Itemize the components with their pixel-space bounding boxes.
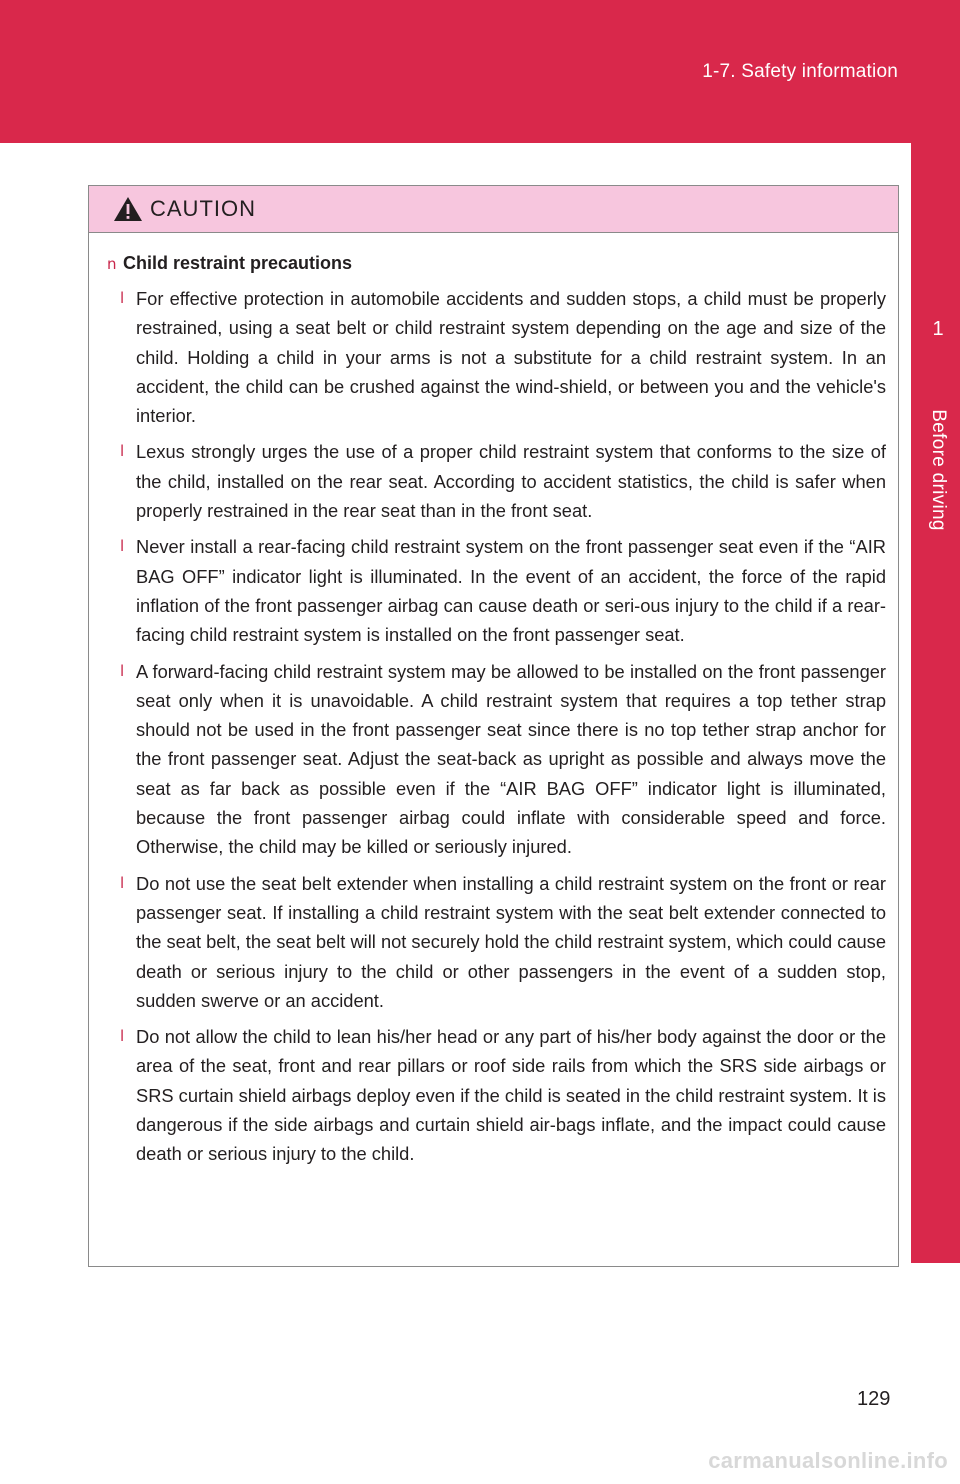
- list-item: [107, 869, 886, 1015]
- section-marker: n: [107, 255, 117, 273]
- page-number: 129: [857, 1388, 891, 1410]
- list-item-text: Lexus strongly urges the use of a proper child restraint system that conforms to the size of the child, installed on the rear seat. According to accident statistics, the child is safer when properly restrained in the rear seat than in the front seat.: [136, 441, 886, 522]
- bullet-marker: l: [120, 873, 125, 892]
- list-item-text: A forward-facing child restraint system may be allowed to be installed on the front passenger seat only when it is unavoidable. A child restraint system that requires a top tether strap should not be used in the front passenger seat since there is no top tether strap anchor for the front passenger seat. Adjust the seat-back as upright as possible and always move the seat as far back as possible even if the “AIR BAG OFF” indicator light is illuminated, because the front passenger airbag could inflate with considerable speed and force. Otherwise, the child may be killed or seriously injured.: [136, 660, 886, 858]
- caution-box: [88, 185, 899, 1267]
- watermark: carmanualsonline.info: [708, 1448, 948, 1473]
- list-item-text: Do not use the seat belt extender when installing a child restraint system on the front or rear passenger seat. If installing a child restraint system with the seat belt extender connected to the seat belt, the seat belt will not securely hold the child restraint system, which could cause death or serious injury to the child or other passengers in the event of a sudden stop, sudden swerve or an accident.: [136, 872, 886, 1011]
- chapter-number: 1: [932, 318, 944, 340]
- bullet-marker: l: [120, 537, 125, 556]
- bullet-marker: l: [120, 1027, 125, 1046]
- list-item: [107, 657, 886, 862]
- list-item-text: Never install a rear-facing child restraint system on the front passenger seat even if the “AIR BAG OFF” indicator light is illuminated. In the event of an accident, the force of the rapid inflation of the front passenger airbag can cause death or seri-ous injury to the child if a rear-facing child restraint system is installed on the front passenger seat.: [136, 536, 886, 646]
- precaution-list: [107, 284, 886, 1169]
- side-tab-red-bar: [912, 143, 960, 1263]
- list-item-text: For effective protection in automobile accidents and sudden stops, a child must be properly restrained, using a seat belt or child restraint system depending on the age and size of the child. Holding a child in your arms is not a substitute for a child restraint system. In an accident, the child can be crushed against the wind-shield, or between you and the vehicle's interior.: [136, 288, 886, 427]
- caution-header: [89, 186, 898, 233]
- warning-triangle-icon: [113, 196, 143, 222]
- bullet-marker: l: [120, 442, 125, 461]
- header-band: [0, 0, 960, 143]
- chapter-name: Before driving: [928, 409, 949, 531]
- section-heading-text: Child restraint precautions: [123, 253, 353, 273]
- section-heading: [107, 253, 886, 274]
- list-item-text: Do not allow the child to lean his/her head or any part of his/her body against the door or the area of the seat, front and rear pillars or roof side rails from which the SRS side airbags or SRS curtain shield airbags deploy even if the child is seated in the child restraint system. It is dangerous if the side airbags and curtain shield air-bags inflate, and the impact could cause death or serious injury to the child.: [136, 1026, 886, 1165]
- section-header-title: 1-7. Safety information: [702, 61, 898, 82]
- list-item: [107, 1022, 886, 1168]
- list-item: [107, 437, 886, 525]
- chapter-side-tab: [911, 143, 960, 1263]
- caution-body: [89, 233, 898, 1169]
- list-item: [107, 532, 886, 649]
- caution-label: CAUTION: [150, 196, 256, 221]
- bullet-marker: l: [120, 289, 125, 307]
- bullet-marker: l: [120, 661, 125, 680]
- list-item: [107, 284, 886, 430]
